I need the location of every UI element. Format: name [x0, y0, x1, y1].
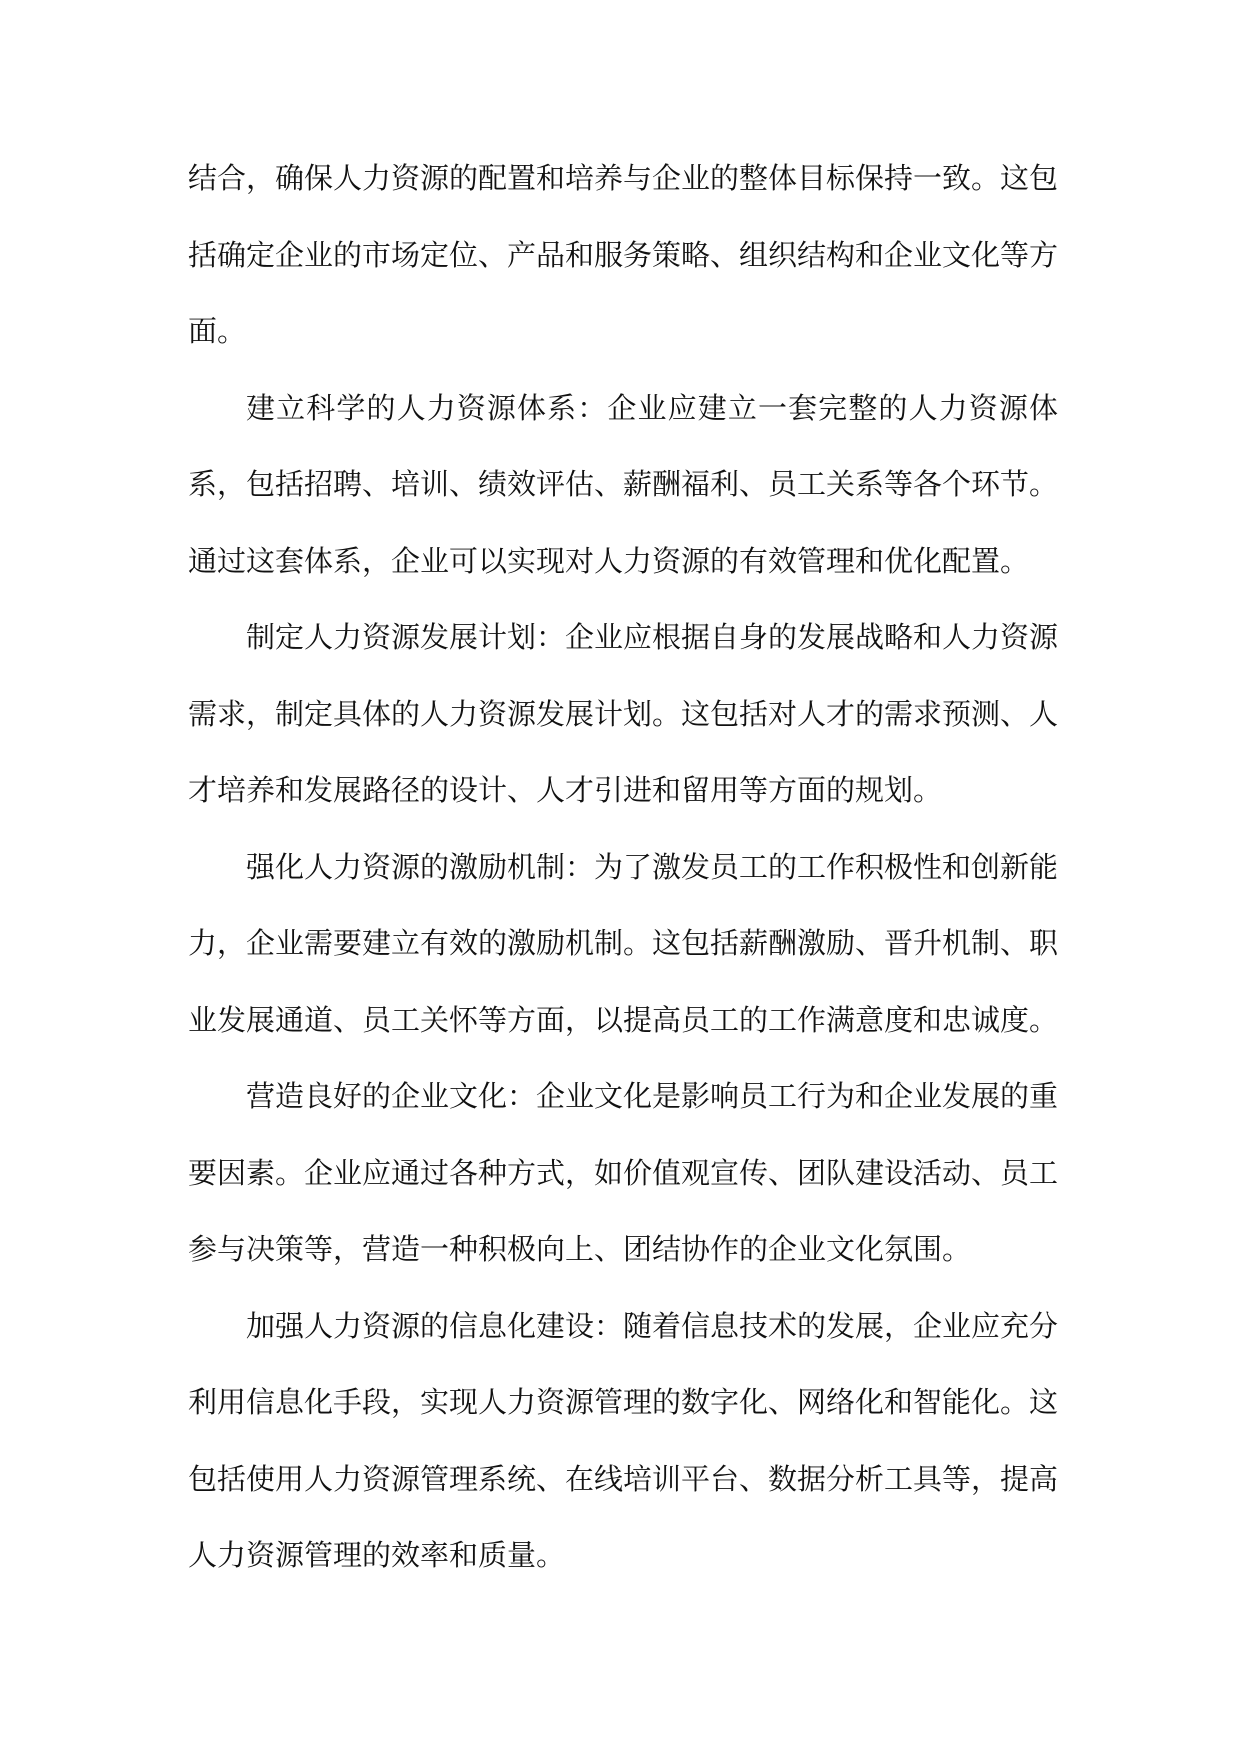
- paragraph-informatization: 加强人力资源的信息化建设：随着信息技术的发展，企业应充分利用信息化手段，实现人力资源管理的数字化、网络化和智能化。这包括使用人力资源管理系统、在线培训平台、数据分析工具等，提高人力资源管理的效率和质量。: [188, 1308, 1059, 1572]
- paragraph-corporate-culture: 营造良好的企业文化：企业文化是影响员工行为和企业发展的重要因素。企业应通过各种方式，如价值观宣传、团队建设活动、员工参与决策等，营造一种积极向上、团结协作的企业文化氛围。: [188, 1079, 1059, 1266]
- paragraph-continued: 结合，确保人力资源的配置和培养与企业的整体目标保持一致。这包括确定企业的市场定位、产品和服务策略、组织结构和企业文化等方面。: [188, 161, 1059, 348]
- body-text: [188, 140, 1058, 1594]
- paragraph-hr-development-plan: 制定人力资源发展计划：企业应根据自身的发展战略和人力资源需求，制定具体的人力资源发展计划。这包括对人才的需求预测、人才培养和发展路径的设计、人才引进和留用等方面的规划。: [188, 620, 1059, 807]
- paragraph-hr-system: 建立科学的人力资源体系：企业应建立一套完整的人力资源体系，包括招聘、培训、绩效评估、薪酬福利、员工关系等各个环节。通过这套体系，企业可以实现对人力资源的有效管理和优化配置。: [188, 390, 1059, 578]
- paragraph-incentive-mechanism: 强化人力资源的激励机制：为了激发员工的工作积极性和创新能力，企业需要建立有效的激励机制。这包括薪酬激励、晋升机制、职业发展通道、员工关怀等方面，以提高员工的工作满意度和忠诚度。: [188, 849, 1059, 1037]
